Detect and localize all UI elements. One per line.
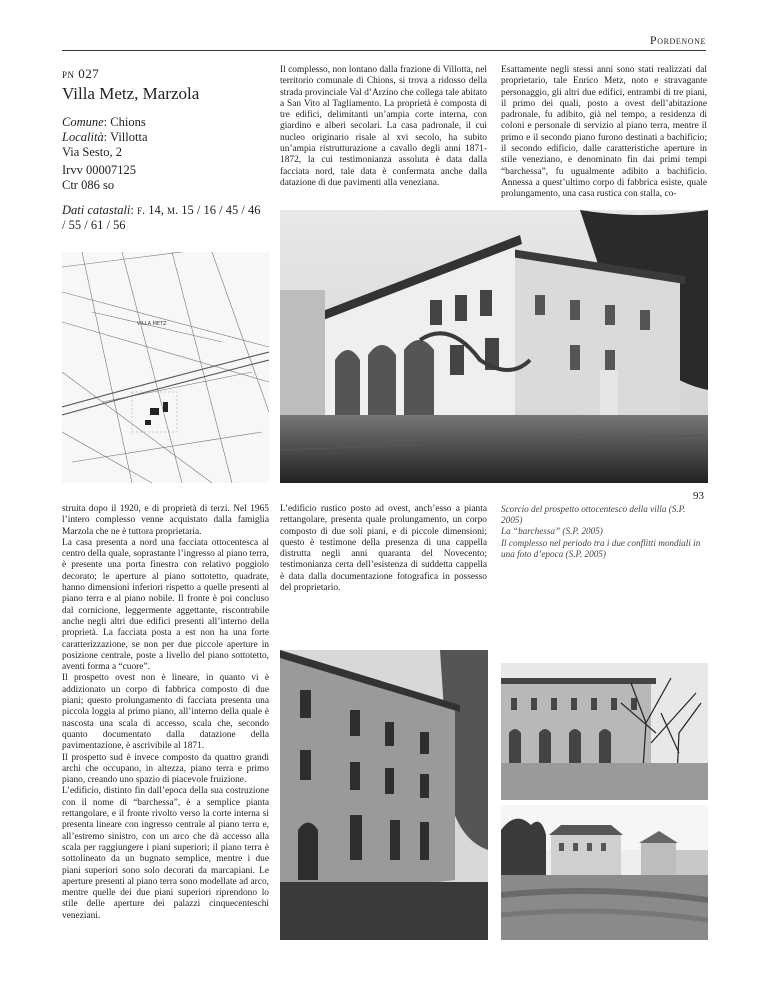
- body-column-2: L’edificio rustico posto ad ovest, anch’esso a pianta rettangolare, presenta quale prolungamento, un corpo composto di due soli piani, e di piccole dimensioni; questo è testimone della presenza di una cappella distrutta negli anni quaranta del Novecento; testimonianza certa dell’esistenza di suddetta cappella è data dalla documentazione fotografica in possesso del proprietario.: [280, 504, 487, 594]
- localita-label: Località: [62, 130, 104, 144]
- villa-facade-photo: [280, 210, 708, 483]
- body-column-1: [62, 504, 269, 922]
- cadastral-map: [62, 252, 269, 483]
- caption-historic: Il complesso nel periodo tra i due conflitti mondiali in una foto d’epoca (S.P. 2005): [501, 537, 701, 559]
- localita-value: Villotta: [110, 130, 148, 144]
- code-block: [62, 163, 136, 193]
- body-paragraph: L’edificio, distinto fin dall’epoca della sua costruzione con il nome di “barchessa”, è a semplice pianta rettangolare, e il fronte rivolto verso la corte interna si presenta lineare con ingresso centrale al piano terra e, all’estremo sinistro, con un arco che dà accesso alla scala per raggiungere i piani superiori; il piano terra è sottolineato da un bugnato semplice, mentre i due piani superiori sono solo decorati da marcapiani. Le aperture presenti al piano terra sono modellate ad arco, mentre quelle dei due piani superiori riprendono lo stile delle aperture dei palazzi cinquecenteschi veneziani.: [62, 786, 269, 921]
- localita-line: Località: Villotta: [62, 130, 148, 144]
- intro-column-2: Esattamente negli stessi anni sono stati realizzati dal proprietario, tale Enrico Metz, noto e stravagante personaggio, gli altri due edifici, entrambi di tre piani, il primo dei quali, posto a ovest dell’abitazione padronale, fu adibito, già nel tempo, a residenza di coloni e personale di servizio al piano terra, mentre il primo e il secondo piano furono destinati a bachificio; il secondo edificio, dalle caratteristiche aperture in stile veneziano, e denominato fin dai primi tempi “barchessa”, fu ugualmente adibito a bachificio. Annessa a quest’ultimo corpo di fabbrica esiste, quale prolungamento, una casa rustica con stalla, co-: [501, 65, 707, 200]
- location-block: [62, 115, 148, 160]
- running-header: Pordenone: [649, 33, 706, 47]
- page-number: 93: [693, 490, 704, 502]
- barchessa-photo: [280, 650, 488, 940]
- captions: [501, 504, 707, 560]
- historic-photo: [501, 805, 708, 940]
- entry-code: pn 027: [62, 66, 100, 81]
- map-label: VILLA METZ: [137, 321, 167, 327]
- courtyard-photo: [501, 663, 708, 800]
- cadastral-label: Dati catastali: [62, 203, 131, 217]
- caption-facade: Scorcio del prospetto ottocentesco della villa (S.P. 2005): [501, 504, 686, 526]
- comune-line: Comune: Chions: [62, 115, 146, 129]
- comune-value: Chions: [110, 115, 146, 129]
- irvv-code: Irvv 00007125: [62, 163, 136, 177]
- caption-barchessa: La “barchessa” (S.P. 2005): [501, 526, 603, 537]
- body-paragraph: Il prospetto sud è invece composto da quattro grandi archi che occupano, in altezza, piano terra e primo piano, creando uno spazio di piacevole fruizione.: [62, 752, 269, 786]
- address: Via Sesto, 2: [62, 145, 123, 159]
- cadastral-block: Dati catastali: f. 14, m. 15 / 16 / 45 / 46 / 55 / 61 / 56: [62, 203, 261, 232]
- entry-title: Villa Metz, Marzola: [62, 84, 200, 103]
- ctr-code: Ctr 086 so: [62, 178, 115, 192]
- cadastral-value: f. 14, m. 15 / 16 / 45 / 46 / 55 / 61 / 56: [62, 203, 261, 232]
- comune-label: Comune: [62, 115, 104, 129]
- body-paragraph: struita dopo il 1920, e di proprietà di terzi. Nel 1965 l’intero complesso venne acquistato dalla famiglia Marzola che ne è tuttora proprietaria.: [62, 504, 269, 537]
- header-rule: [62, 50, 706, 51]
- intro-column-1: Il complesso, non lontano dalla frazione di Villotta, nel territorio comunale di Chions, si trova a ridosso della strada provinciale Val d’Arzino che collega tale abitato a San Vito al Tagliamento. La proprietà è composta di tre edifici, delimitanti un’ampia corte interna, con giardino e alberi secolari. La casa padronale, il cui nucleo originario risale al xvi secolo, ha subito un’ampia ristrutturazione a cavallo degli anni 1871-1872, la cui testimonianza assoluta è data dalla facciata nord, tale data è confermata anche dalla datazione di due pavimenti alla veneziana.: [280, 65, 487, 188]
- body-paragraph: La casa presenta a nord una facciata ottocentesca al centro della quale, soprastante l’ingresso al piano terra, è presente una porta finestra con relativo poggiolo decorato; le aperture al piano sottotetto, quadrate, hanno dimensioni inferiori rispetto a quelle presenti al piano terra e al piano nobile. Il fronte è poi concluso dal cornicione, leggermente aggettante, riscontrabile anche negli altri due edifici presenti all’interno della proprietà. La facciata posta a est non ha una forte caratterizzazione, se non per due piccole aperture in posizione centrale, poste a livello del piano sottotetto, aventi forma a “cuore”.: [62, 537, 269, 673]
- body-paragraph: Il prospetto ovest non è lineare, in quanto vi è addizionato un corpo di fabbrica composto di due piani; questo prolungamento di facciata presenta una piccola loggia al primo piano, all’interno della quale è nascosta una scala di accesso, scala che, secondo quanto documentato dalla datazione della pavimentazione, è ascrivibile al 1871.: [62, 673, 269, 752]
